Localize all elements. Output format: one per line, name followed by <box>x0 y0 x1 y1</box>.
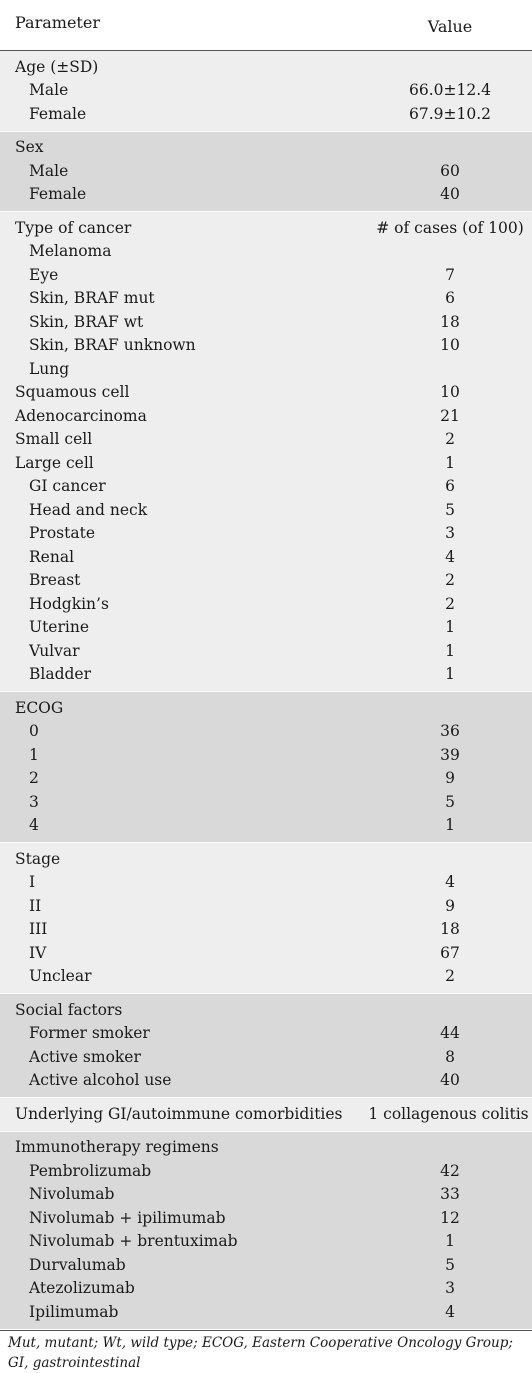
row-label: Melanoma <box>29 242 112 261</box>
row-value: 1 <box>445 453 455 472</box>
row-label: II <box>29 896 42 915</box>
table-row <box>0 216 532 240</box>
table-row <box>0 941 532 965</box>
table-row <box>0 55 532 79</box>
row-value: 66.0±12.4 <box>408 81 491 100</box>
row-label: Nivolumab + ipilimumab <box>29 1208 226 1227</box>
row-value: 5 <box>445 792 455 811</box>
row-label: Atezolizumab <box>29 1279 135 1298</box>
table-row <box>0 569 532 593</box>
table-row <box>0 965 532 989</box>
row-value: 21 <box>440 406 460 425</box>
table-row <box>0 287 532 311</box>
row-label: Immunotherapy regimens <box>15 1138 219 1157</box>
table-row <box>0 871 532 895</box>
table-section <box>0 994 532 1098</box>
row-value: 18 <box>440 920 460 939</box>
row-label: 0 <box>29 722 39 741</box>
row-value: 1 collagenous colitis <box>368 1104 529 1123</box>
table-row <box>0 1300 532 1324</box>
row-value: 12 <box>440 1208 460 1227</box>
table-section <box>0 692 532 843</box>
table-row <box>0 743 532 767</box>
table-row <box>0 404 532 428</box>
table-row <box>0 451 532 475</box>
table-section <box>0 1098 532 1132</box>
table-row <box>0 1069 532 1093</box>
table-row <box>0 79 532 103</box>
row-value: 1 <box>445 665 455 684</box>
row-label: Uterine <box>29 618 89 637</box>
row-label: Squamous cell <box>15 383 130 402</box>
row-label: Female <box>29 104 87 123</box>
row-label: 2 <box>29 769 39 788</box>
table-row <box>0 720 532 744</box>
row-value: 2 <box>445 967 455 986</box>
row-label: Breast <box>29 571 81 590</box>
row-label: Ipilimumab <box>29 1302 119 1321</box>
row-label: Nivolumab + brentuximab <box>29 1232 238 1251</box>
row-value: 18 <box>440 312 460 331</box>
table-row <box>0 918 532 942</box>
row-value: 1 <box>445 816 455 835</box>
row-value: # of cases (of 100) <box>376 218 524 237</box>
row-label: Male <box>29 81 69 100</box>
table-footnote: Mut, mutant; Wt, wild type; ECOG, Eastern Cooperative Oncology Group; GI, gastrointestinal <box>0 1330 532 1373</box>
table-row <box>0 159 532 183</box>
row-value: 67 <box>440 943 460 962</box>
row-label: I <box>29 873 36 892</box>
row-label: Head and neck <box>29 500 148 519</box>
row-value: 67.9±10.2 <box>408 104 491 123</box>
row-label: 4 <box>29 816 39 835</box>
row-label: Vulvar <box>29 641 80 660</box>
table-section <box>0 51 532 132</box>
table-row <box>0 894 532 918</box>
row-value: 2 <box>445 430 455 449</box>
table-row <box>0 136 532 160</box>
row-label: Underlying GI/autoimmune comorbidities <box>15 1104 343 1123</box>
row-label: Lung <box>29 359 70 378</box>
row-label: Former smoker <box>29 1024 150 1043</box>
row-value: 5 <box>445 1255 455 1274</box>
table-row <box>0 1183 532 1207</box>
row-label: Female <box>29 185 87 204</box>
table-body <box>0 51 532 1330</box>
row-label: Large cell <box>15 453 94 472</box>
row-value: 40 <box>440 1071 460 1090</box>
table-row <box>0 357 532 381</box>
table-row <box>0 428 532 452</box>
row-label: Adenocarcinoma <box>15 406 147 425</box>
table-row <box>0 663 532 687</box>
row-value: 1 <box>445 618 455 637</box>
row-value: 33 <box>440 1185 460 1204</box>
table-row <box>0 639 532 663</box>
row-label: Skin, BRAF unknown <box>29 336 196 355</box>
row-label: Renal <box>29 547 75 566</box>
row-value: 39 <box>440 745 460 764</box>
row-value: 1 <box>445 641 455 660</box>
row-value: 3 <box>445 524 455 543</box>
row-label: Type of cancer <box>15 218 132 237</box>
row-label: ECOG <box>15 698 64 717</box>
value-column-header: Value <box>427 17 473 36</box>
row-label: Active smoker <box>29 1047 141 1066</box>
row-value: 36 <box>440 722 460 741</box>
table-section <box>0 1132 532 1330</box>
table-row <box>0 1136 532 1160</box>
table-row <box>0 183 532 207</box>
row-value: 10 <box>440 383 460 402</box>
table-row <box>0 1022 532 1046</box>
table-row <box>0 1253 532 1277</box>
row-value: 9 <box>445 896 455 915</box>
row-label: Prostate <box>29 524 95 543</box>
table-row <box>0 790 532 814</box>
row-label: Pembrolizumab <box>29 1161 152 1180</box>
table-row <box>0 616 532 640</box>
table-row <box>0 310 532 334</box>
row-label: Stage <box>15 849 61 868</box>
row-value: 4 <box>445 873 455 892</box>
row-label: IV <box>29 943 47 962</box>
table-row <box>0 1277 532 1301</box>
row-value: 4 <box>445 1302 455 1321</box>
row-label: Social factors <box>15 1000 123 1019</box>
table-row <box>0 998 532 1022</box>
table-row <box>0 334 532 358</box>
table-row <box>0 240 532 264</box>
table-row <box>0 592 532 616</box>
row-label: Durvalumab <box>29 1255 126 1274</box>
table-row <box>0 1159 532 1183</box>
row-value: 10 <box>440 336 460 355</box>
row-label: Hodgkin’s <box>29 594 109 613</box>
table-row <box>0 1102 532 1126</box>
row-value: 7 <box>445 265 455 284</box>
table-row <box>0 696 532 720</box>
table-header <box>0 0 532 51</box>
table-row <box>0 767 532 791</box>
table-row <box>0 545 532 569</box>
row-value: 44 <box>440 1024 460 1043</box>
row-value: 6 <box>445 477 455 496</box>
row-label: Nivolumab <box>29 1185 115 1204</box>
row-value: 60 <box>440 161 460 180</box>
row-value: 42 <box>440 1161 460 1180</box>
row-value: 2 <box>445 571 455 590</box>
row-value: 8 <box>445 1047 455 1066</box>
table-row <box>0 847 532 871</box>
row-value: 6 <box>445 289 455 308</box>
table-row <box>0 1230 532 1254</box>
row-label: GI cancer <box>29 477 106 496</box>
row-value: 3 <box>445 1279 455 1298</box>
row-label: Active alcohol use <box>29 1071 172 1090</box>
row-label: Small cell <box>15 430 93 449</box>
row-label: Unclear <box>29 967 92 986</box>
row-label: Male <box>29 161 69 180</box>
row-label: Eye <box>29 265 59 284</box>
row-label: Sex <box>15 138 44 157</box>
row-label: 1 <box>29 745 39 764</box>
row-label: 3 <box>29 792 39 811</box>
table-section <box>0 843 532 994</box>
table-section <box>0 212 532 692</box>
row-value: 9 <box>445 769 455 788</box>
row-value: 40 <box>440 185 460 204</box>
table-row <box>0 381 532 405</box>
table-row <box>0 522 532 546</box>
table-row <box>0 102 532 126</box>
table-row <box>0 498 532 522</box>
row-label: Bladder <box>29 665 92 684</box>
row-value: 5 <box>445 500 455 519</box>
table-section <box>0 132 532 213</box>
table-row <box>0 475 532 499</box>
table-row <box>0 1206 532 1230</box>
row-value: 1 <box>445 1232 455 1251</box>
table-row <box>0 263 532 287</box>
row-label: Age (±SD) <box>15 57 99 76</box>
table-row <box>0 1045 532 1069</box>
row-label: Skin, BRAF wt <box>29 312 144 331</box>
row-value: 4 <box>445 547 455 566</box>
table-row <box>0 814 532 838</box>
row-label: Skin, BRAF mut <box>29 289 155 308</box>
parameter-column-header: Parameter <box>15 13 100 32</box>
row-value: 2 <box>445 594 455 613</box>
row-label: III <box>29 920 48 939</box>
